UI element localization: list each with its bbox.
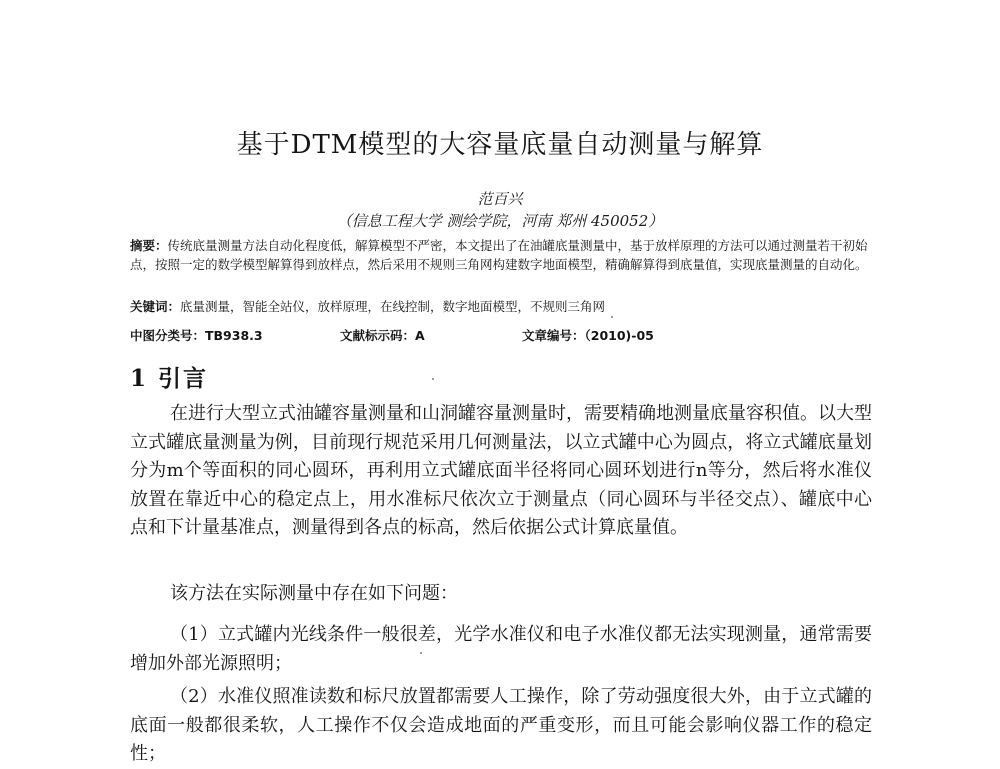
body-paragraph: （1）立式罐内光线条件一般很差，光学水准仪和电子水准仪都无法实现测量，通常需要增加外部光源照明；	[130, 624, 872, 674]
body-paragraph: （2）水准仪照准读数和标尺放置都需要人工操作，除了劳动强度很大外，由于立式罐的底面一般都很柔软，人工操作不仅会造成地面的严重变形，而且可能会影响仪器工作的稳定性；	[130, 686, 872, 765]
author-name: 范百兴	[477, 190, 523, 208]
abstract-text: 传统底量测量方法自动化程度低，解算模型不严密，本文提出了在油罐底量测量中，基于放样原理的方法可以通过测量若干初始点，按照一定的数学模型解算得到放样点，然后采用不规则三角网构建数字地面模型，精确解算得到底量值，实现底量测量的自动化。	[130, 238, 868, 272]
keywords-text: 底量测量，智能全站仪，放样原理，在线控制，数字地面模型，不规则三角网	[180, 299, 606, 314]
body-paragraph: 在进行大型立式油罐容量测量和山洞罐容量测量时，需要精确地测量底量容积值。以大型立式罐底量测量为例，目前现行规范采用几何测量法，以立式罐中心为圆点，将立式罐底量划分为m个等面积的同心圆环，再利用立式罐底面半径将同心圆环划进行n等分，然后将水准仪放置在靠近中心的稳定点上，用水准标尺依次立于测量点（同心圆环与半径交点）、罐底中心点和下计量基准点，测量得到各点的标高，然后依据公式计算底量值。	[130, 403, 872, 539]
keywords-label: 关键词：	[130, 299, 181, 314]
body-paragraph: 该方法在实际测量中存在如下问题：	[170, 583, 458, 604]
paper-title: 基于DTM模型的大容量底量自动测量与解算	[236, 130, 764, 160]
document-code: 文献标示码：A	[340, 328, 425, 343]
scan-speck	[611, 316, 613, 318]
article-number: 文章编号：（2010)-05	[522, 328, 654, 343]
scan-speck	[432, 378, 434, 380]
author-affiliation: （信息工程大学 测绘学院，河南 郑州 450052）	[336, 212, 664, 230]
abstract-block	[130, 236, 875, 274]
keywords-block	[130, 297, 875, 316]
abstract-label: 摘要：	[130, 238, 168, 253]
classification-number: 中图分类号：TB938.3	[130, 328, 263, 343]
scan-speck	[420, 652, 422, 654]
section-heading: 1 引言	[130, 365, 209, 392]
